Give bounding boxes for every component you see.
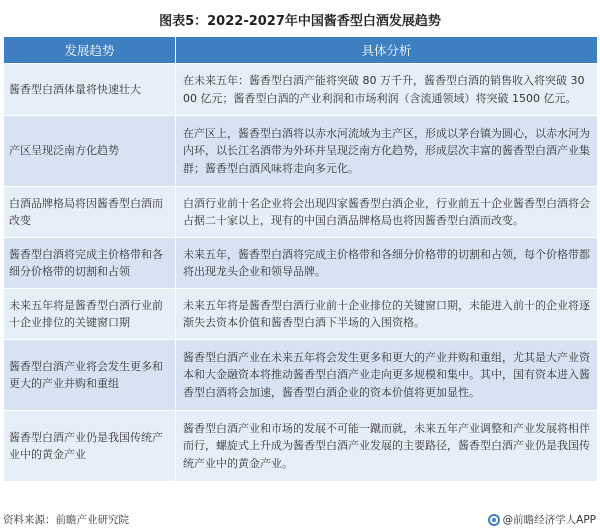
table-row: [4, 238, 598, 289]
trend-cell: 酱香型白酒体量将快速壮大: [4, 64, 176, 116]
table-row: [4, 187, 598, 238]
table-row: [4, 116, 598, 187]
source-note: 资料来源：前瞻产业研究院: [3, 514, 129, 526]
trend-cell: 未来五年将是酱香型白酒行业前十企业排位的关键窗口期: [4, 289, 176, 340]
analysis-cell: 在产区上，酱香型白酒将以赤水河流域为主产区，形成以茅台镇为圆心，以赤水河为内环，以长江名酒带为外环并呈现泛南方化趋势，形成层次丰富的酱香型白酒产业集群；酱香型白酒风味将走向多元化。: [176, 116, 598, 187]
analysis-cell: 在未来五年：酱香型白酒产能将突破 80 万千升，酱香型白酒的销售收入将突破 3000 亿元；酱香型白酒的产业利润和市场利润（含流通领域）将突破 1500 亿元。: [176, 64, 598, 116]
header-trend: 发展趋势: [4, 37, 176, 64]
trend-table: [3, 36, 598, 482]
analysis-cell: 未来五年，酱香型白酒将完成主价格带和各细分价格带的切割和占领，每个价格带都将出现龙头企业和领导品牌。: [176, 238, 598, 289]
brand-logo-icon: [488, 514, 500, 526]
analysis-cell: 酱香型白酒产业在未来五年将会发生更多和更大的产业并购和重组，尤其是大产业资本和大金融资本将推动酱香型白酒产业走向更多规模和集中。其中，国有资本进入酱香型白酒将会加速，酱香型白酒企业的资本价值将更加显性。: [176, 340, 598, 411]
header-analysis: 具体分析: [176, 37, 598, 64]
analysis-cell: 白酒行业前十名企业将会出现四家酱香型白酒企业，行业前五十企业酱香型白酒将会占据二十家以上，现有的中国白酒品牌格局也将因酱香型白酒而改变。: [176, 187, 598, 238]
trend-cell: 酱香型白酒产业仍是我国传统产业中的黄金产业: [4, 411, 176, 482]
table-row: [4, 64, 598, 116]
trend-cell: 产区呈现泛南方化趋势: [4, 116, 176, 187]
brand-credit: [488, 512, 596, 527]
brand-label: @前瞻经济学人APP: [502, 514, 596, 526]
analysis-cell: 未来五年将是酱香型白酒行业前十企业排位的关键窗口期，未能进入前十的企业将逐渐失去资本价值和酱香型白酒下半场的入围资格。: [176, 289, 598, 340]
trend-cell: 酱香型白酒将完成主价格带和各细分价格带的切割和占领: [4, 238, 176, 289]
table-row: [4, 411, 598, 482]
analysis-cell: 酱香型白酒产业和市场的发展不可能一蹴而就，未来五年产业调整和产业发展将相伴而行，螺旋式上升成为酱香型白酒产业发展的主要路径，酱香型白酒产业仍是我国传统产业中的黄金产业。: [176, 411, 598, 482]
trend-cell: 酱香型白酒产业将会发生更多和更大的产业并购和重组: [4, 340, 176, 411]
table-header-row: [4, 37, 598, 64]
trend-cell: 白酒品牌格局将因酱香型白酒而改变: [4, 187, 176, 238]
table-row: [4, 289, 598, 340]
chart-title: 图表5：2022-2027年中国酱香型白酒发展趋势: [159, 14, 441, 29]
table-row: [4, 340, 598, 411]
